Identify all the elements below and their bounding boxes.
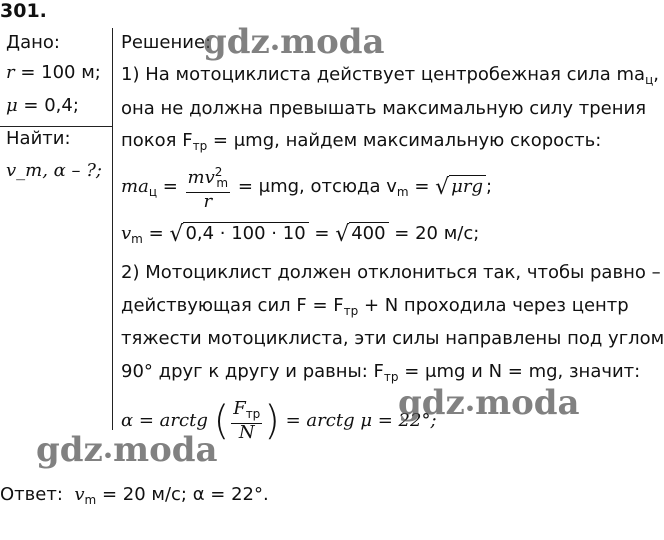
solution-line-8: тяжести мотоциклиста, эти силы направлены под углом [121,328,664,349]
line-10-b: = arctg μ = 22°; [279,410,437,431]
line-4-fraction [186,163,231,211]
line-10-num-sub: тр [245,407,261,421]
solution-line-4: $ma_ц$ = $\frac{mv^2_m}{r}$ = μmg, отсюда $v_m$ = √ μrg ; [121,165,493,212]
given-friction-value: = 0,4; [17,95,79,116]
find-values [6,160,102,181]
line-10-den-text: N [238,422,255,443]
line-7-a: действующая сил F = F [121,295,344,316]
paren-right-icon: ) [264,398,280,444]
line-10-numerator [231,400,262,424]
given-radius-value: = 100 м; [14,62,101,83]
line-4-num-text: mv [187,167,215,188]
sqrt-icon: √ [435,175,450,200]
watermark-logo: gdz•moda [203,22,385,62]
given-divider-horizontal [0,126,112,127]
line-10-num-text: F [233,398,246,419]
solution-line-5 [121,222,479,247]
line-9-sub: тр [383,370,399,384]
sqrt-icon: √ [335,222,350,247]
answer-v-sub: m [84,493,97,507]
line-4-end: ; [485,176,493,197]
find-values-text: v_m, α – ?; [6,160,102,181]
line-5-sqrt-2: 400 [349,222,388,244]
solution-line-6: 2) Мотоциклист должен отклониться так, чтобы равно – [121,262,661,283]
line-1-text: 1) На мотоциклиста действует центробежная сила ma [121,64,646,85]
line-4-lhs-sub: ц [148,185,157,199]
watermark-logo: gdz•moda [36,430,218,470]
watermark-logo: gdz•moda [398,383,580,423]
line-1-sub: ц [645,73,654,87]
line-10-denominator [231,424,262,442]
line-4-lhs: ma [121,176,149,197]
given-radius [6,62,101,83]
line-5-d: = 20 м/с; [388,223,480,244]
line-7-b: + N проходила через центр [358,295,629,316]
line-4-numerator [186,163,231,193]
sqrt-icon: √ [169,222,184,247]
solution-line-3 [121,130,601,153]
line-5-sqrt-1: 0,4 · 100 · 10 [183,222,308,244]
line-1-end: , [653,64,659,85]
given-friction-var: μ [6,95,18,116]
line-5-c: = [308,223,336,244]
given-label: Дано: [6,32,60,53]
solution-line-9 [121,361,640,384]
line-4-denominator [186,193,231,211]
line-4-eq: = [408,176,436,197]
line-3-a: покоя F [121,130,193,151]
solution-label: Решение: [121,32,212,53]
line-3-b: = μmg, найдем максимальную скорость: [207,130,602,151]
line-5-a: v [121,223,132,244]
line-4-sqrt-content: μrg [451,176,483,197]
line-3-sub: тр [192,139,208,153]
line-5-b: = [142,223,170,244]
answer-label: Ответ: [0,484,63,505]
line-4-mid-sub: m [396,185,409,199]
given-divider-vertical [112,28,113,430]
line-4-num-sub: m [216,176,229,190]
solution-line-7 [121,295,629,318]
problem-number: 301. [0,0,47,22]
given-friction [6,95,79,116]
line-4-den-text: r [203,191,213,212]
line-10-a: α = arctg [121,410,214,431]
line-4-mid: = μmg, отсюда v [232,176,397,197]
paren-left-icon: ( [213,398,230,444]
find-label: Найти: [6,128,71,149]
line-9-a: 90° друг к другу и равны: F [121,361,384,382]
solution-line-2: она не должна превышать максимальную силу трения [121,98,647,119]
answer [0,484,269,507]
answer-rest: = 20 м/с; α = 22°. [96,484,269,505]
answer-v: v [74,484,85,505]
line-10-fraction [231,400,262,442]
line-4-num-sup: 2 [214,165,223,179]
line-5-sub: m [131,232,143,246]
line-7-sub: тр [343,304,359,318]
line-9-b: = μmg и N = mg, значит: [398,361,641,382]
solution-line-1 [121,64,659,87]
given-radius-var: r [6,62,15,83]
